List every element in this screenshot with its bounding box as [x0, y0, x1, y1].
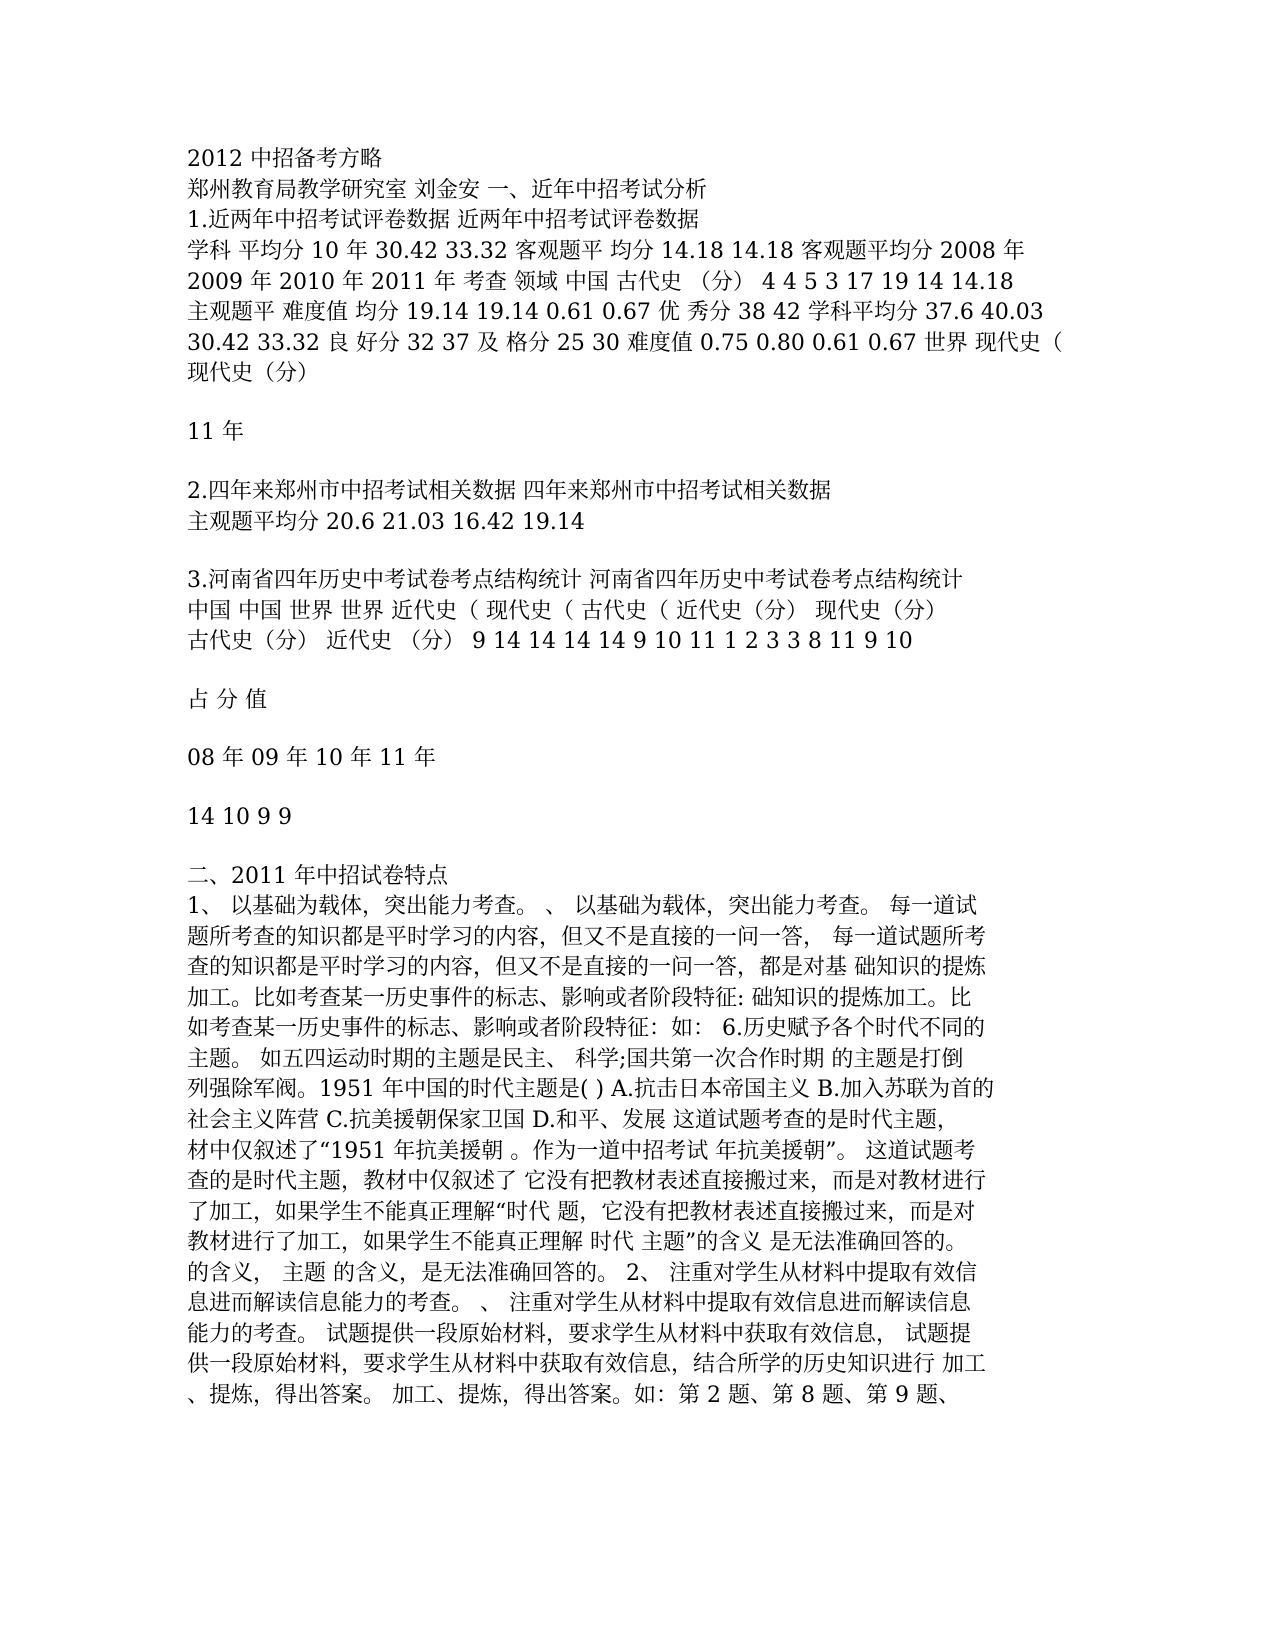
paragraph-line: 查的知识都是平时学习的内容，但又不是直接的一问一答，都是对基 础知识的提炼	[187, 955, 986, 980]
section-heading-2: 2.四年来郑州市中招考试相关数据 四年来郑州市中招考试相关数据	[187, 479, 831, 504]
paragraph-line: 、提炼，得出答案。 加工、提炼，得出答案。如：第 2 题、第 8 题、第 9 题、	[187, 1383, 960, 1408]
text-line: 古代史（分） 近代史 （分） 9 14 14 14 14 9 10 11 1 2 3 3 8 11 9 10	[187, 629, 913, 654]
author-line: 郑州教育局教学研究室 刘金安 一、近年中招考试分析	[187, 178, 707, 203]
text-line: 主观题平 难度值 均分 19.14 19.14 0.61 0.67 优 秀分 38 42 学科平均分 37.6 40.03	[187, 300, 1044, 325]
paragraph-line: 加工。比如考查某一历史事件的标志、影响或者阶段特征: 础知识的提炼加工。比	[187, 986, 972, 1011]
text-line: 占 分 值	[187, 688, 267, 713]
paragraph-line: 列强除军阀。1951 年中国的时代主题是( ) A.抗击日本帝国主义 B.加入苏联为首的	[187, 1077, 995, 1102]
paragraph-line: 社会主义阵营 C.抗美援朝保家卫国 D.和平、发展 这道试题考查的是时代主题，	[187, 1108, 959, 1133]
text-line: 中国 中国 世界 世界 近代史（ 现代史（ 古代史（ 近代史（分） 现代史（分）	[187, 599, 947, 624]
text-line: 08 年 09 年 10 年 11 年	[187, 746, 436, 771]
paragraph-line: 1、 以基础为载体，突出能力考查。 、 以基础为载体，突出能力考查。 每一道试	[187, 894, 977, 919]
text-line: 学科 平均分 10 年 30.42 33.32 客观题平 均分 14.18 14.18 客观题平均分 2008 年	[187, 239, 1025, 264]
text-line: 2009 年 2010 年 2011 年 考查 领域 中国 古代史 （分） 4 4 5 3 17 19 14 14.18	[187, 270, 1014, 295]
paragraph-line: 了加工，如果学生不能真正理解“时代 题，它没有把教材表述直接搬过来，而是对	[187, 1200, 976, 1225]
doc-title: 2012 中招备考方略	[187, 147, 382, 172]
text-line: 现代史（分）	[187, 361, 320, 386]
section-heading-1: 1.近两年中招考试评卷数据 近两年中招考试评卷数据	[187, 208, 699, 233]
text-line: 30.42 33.32 良 好分 32 37 及 格分 25 30 难度值 0.75 0.80 0.61 0.67 世界 现代史（	[187, 331, 1063, 356]
text-line: 11 年	[187, 420, 244, 445]
paragraph-line: 主题。 如五四运动时期的主题是民主、 科学;国共第一次合作时期 的主题是打倒	[187, 1047, 964, 1072]
paragraph-line: 查的是时代主题，教材中仅叙述了 它没有把教材表述直接搬过来，而是对教材进行	[187, 1169, 986, 1194]
text-line: 主观题平均分 20.6 21.03 16.42 19.14	[187, 510, 585, 535]
paragraph-line: 题所考查的知识都是平时学习的内容，但又不是直接的一问一答， 每一道试题所考	[187, 925, 986, 950]
paragraph-line: 供一段原始材料，要求学生从材料中获取有效信息，结合所学的历史知识进行 加工	[187, 1352, 986, 1377]
text-line: 14 10 9 9	[187, 805, 292, 830]
paragraph-line: 教材进行了加工，如果学生不能真正理解 时代 主题”的含义 是无法准确回答的。	[187, 1230, 968, 1255]
paragraph-line: 的含义， 主题 的含义，是无法准确回答的。 2、 注重对学生从材料中提取有效信	[187, 1261, 977, 1286]
section-heading-3: 3.河南省四年历史中考试卷考点结构统计 河南省四年历史中考试卷考点结构统计	[187, 568, 963, 593]
paragraph-line: 材中仅叙述了“1951 年抗美援朝 。作为一道中招考试 年抗美援朝”。 这道试题考	[187, 1139, 976, 1164]
paragraph-line: 息进而解读信息能力的考查。 、 注重对学生从材料中提取有效信息进而解读信息	[187, 1291, 971, 1316]
paragraph-line: 能力的考查。 试题提供一段原始材料，要求学生从材料中获取有效信息， 试题提	[187, 1322, 971, 1347]
paragraph-line: 如考查某一历史事件的标志、影响或者阶段特征：如： 6.历史赋予各个时代不同的	[187, 1016, 985, 1041]
section-heading-4: 二、2011 年中招试卷特点	[187, 864, 448, 889]
